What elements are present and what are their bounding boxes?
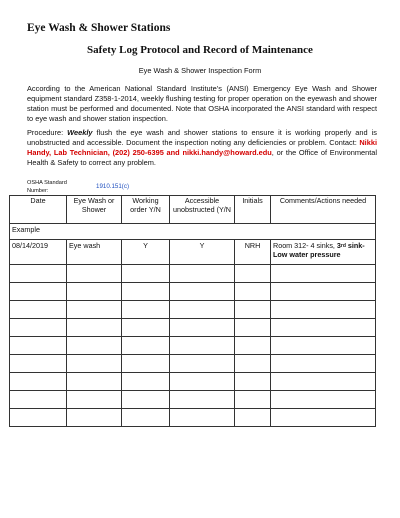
table-cell[interactable] <box>122 373 170 391</box>
example-comment <box>271 240 376 265</box>
example-working: Y <box>122 240 170 265</box>
table-row <box>10 301 376 319</box>
header-accessible: Accessible unobstructed (Y/N <box>170 196 235 224</box>
example-label: Example <box>10 224 376 240</box>
inspection-log-table <box>9 195 376 427</box>
table-cell[interactable] <box>170 409 235 427</box>
table-header-row <box>10 196 376 224</box>
table-cell[interactable] <box>235 355 271 373</box>
table-row <box>10 373 376 391</box>
example-date: 08/14/2019 <box>10 240 67 265</box>
procedure-weekly: Weekly <box>67 128 93 137</box>
table-cell[interactable] <box>170 283 235 301</box>
example-comment-num: 3 <box>336 241 341 250</box>
form-name: Eye Wash & Shower Inspection Form <box>138 66 262 75</box>
example-comment-bold-2: Low water pressure <box>273 250 341 259</box>
table-cell[interactable] <box>67 373 122 391</box>
table-cell[interactable] <box>271 265 376 283</box>
example-row <box>10 240 376 265</box>
table-cell[interactable] <box>170 319 235 337</box>
table-cell[interactable] <box>122 391 170 409</box>
table-cell[interactable] <box>235 409 271 427</box>
osha-standard-label: OSHA Standard Number: <box>27 180 67 194</box>
table-row <box>10 409 376 427</box>
table-cell[interactable] <box>170 373 235 391</box>
example-comment-sup: rd <box>340 243 346 249</box>
table-cell[interactable] <box>67 391 122 409</box>
header-initials: Initials <box>235 196 271 224</box>
table-cell[interactable] <box>235 337 271 355</box>
table-cell[interactable] <box>235 301 271 319</box>
table-cell[interactable] <box>67 301 122 319</box>
table-cell[interactable] <box>271 337 376 355</box>
header-date: Date <box>10 196 67 224</box>
table-cell[interactable] <box>235 391 271 409</box>
header-type: Eye Wash or Shower <box>67 196 122 224</box>
header-comments: Comments/Actions needed <box>271 196 376 224</box>
example-initials: NRH <box>235 240 271 265</box>
table-row <box>10 337 376 355</box>
table-cell[interactable] <box>170 391 235 409</box>
table-cell[interactable] <box>122 301 170 319</box>
table-row <box>10 391 376 409</box>
table-cell[interactable] <box>67 319 122 337</box>
example-accessible: Y <box>170 240 235 265</box>
table-cell[interactable] <box>271 301 376 319</box>
procedure-paragraph <box>27 128 377 168</box>
table-cell[interactable] <box>170 301 235 319</box>
table-cell[interactable] <box>271 355 376 373</box>
table-cell[interactable] <box>122 319 170 337</box>
table-cell[interactable] <box>122 409 170 427</box>
example-label-row <box>10 224 376 240</box>
procedure-text: flush the eye wash and shower stations to ensure it is working properly and is unobstructed and accessible. Document the inspection noting any deficiencies or problem. Contact: <box>27 128 377 147</box>
table-cell[interactable] <box>10 301 67 319</box>
header-working: Working order Y/N <box>122 196 170 224</box>
table-cell[interactable] <box>10 283 67 301</box>
table-cell[interactable] <box>271 283 376 301</box>
example-type: Eye wash <box>67 240 122 265</box>
document-subtitle: Safety Log Protocol and Record of Maintenance <box>87 44 313 56</box>
table-cell[interactable] <box>271 391 376 409</box>
table-cell[interactable] <box>235 283 271 301</box>
procedure-contact: Nikki Handy, Lab Technician, (202) 250-6395 and nikki.handy@howard.edu <box>27 138 377 157</box>
table-cell[interactable] <box>271 319 376 337</box>
table-cell[interactable] <box>235 319 271 337</box>
table-cell[interactable] <box>122 337 170 355</box>
table-row <box>10 283 376 301</box>
table-cell[interactable] <box>170 337 235 355</box>
table-row <box>10 319 376 337</box>
table-cell[interactable] <box>67 265 122 283</box>
table-cell[interactable] <box>122 355 170 373</box>
table-cell[interactable] <box>10 373 67 391</box>
empty-rows <box>10 265 376 427</box>
table-cell[interactable] <box>271 409 376 427</box>
table-cell[interactable] <box>10 265 67 283</box>
procedure-label: Procedure: <box>27 128 64 137</box>
table-row <box>10 355 376 373</box>
osha-standard-link[interactable]: 1910.151(c) <box>96 183 130 190</box>
table-cell[interactable] <box>235 265 271 283</box>
table-cell[interactable] <box>67 355 122 373</box>
table-cell[interactable] <box>10 391 67 409</box>
table-cell[interactable] <box>170 265 235 283</box>
table-cell[interactable] <box>122 265 170 283</box>
table-cell[interactable] <box>10 319 67 337</box>
table-row <box>10 265 376 283</box>
example-comment-bold-1: sink- <box>345 241 365 250</box>
table-cell[interactable] <box>10 337 67 355</box>
example-comment-text: Room 312- 4 sinks, <box>273 241 335 250</box>
table-cell[interactable] <box>170 355 235 373</box>
procedure-tail: , or the Office of Environmental Health & Safety to correct any problem. <box>27 148 378 167</box>
table-cell[interactable] <box>271 373 376 391</box>
document-title: Eye Wash & Shower Stations <box>27 22 171 34</box>
table-cell[interactable] <box>235 373 271 391</box>
table-cell[interactable] <box>10 409 67 427</box>
table-cell[interactable] <box>67 409 122 427</box>
table-cell[interactable] <box>67 337 122 355</box>
table-cell[interactable] <box>67 283 122 301</box>
table-cell[interactable] <box>10 355 67 373</box>
table-cell[interactable] <box>122 283 170 301</box>
intro-paragraph: According to the American National Standard Institute’s (ANSI) Emergency Eye Wash and Shower equipment standard Z358-1-2014, weekly flushing testing for proper operation on the eyewash and shower station must be performed and documented. Note that OSHA incorporated the ANSI standard with respect to eye wash and shower station inspection. <box>27 84 377 123</box>
